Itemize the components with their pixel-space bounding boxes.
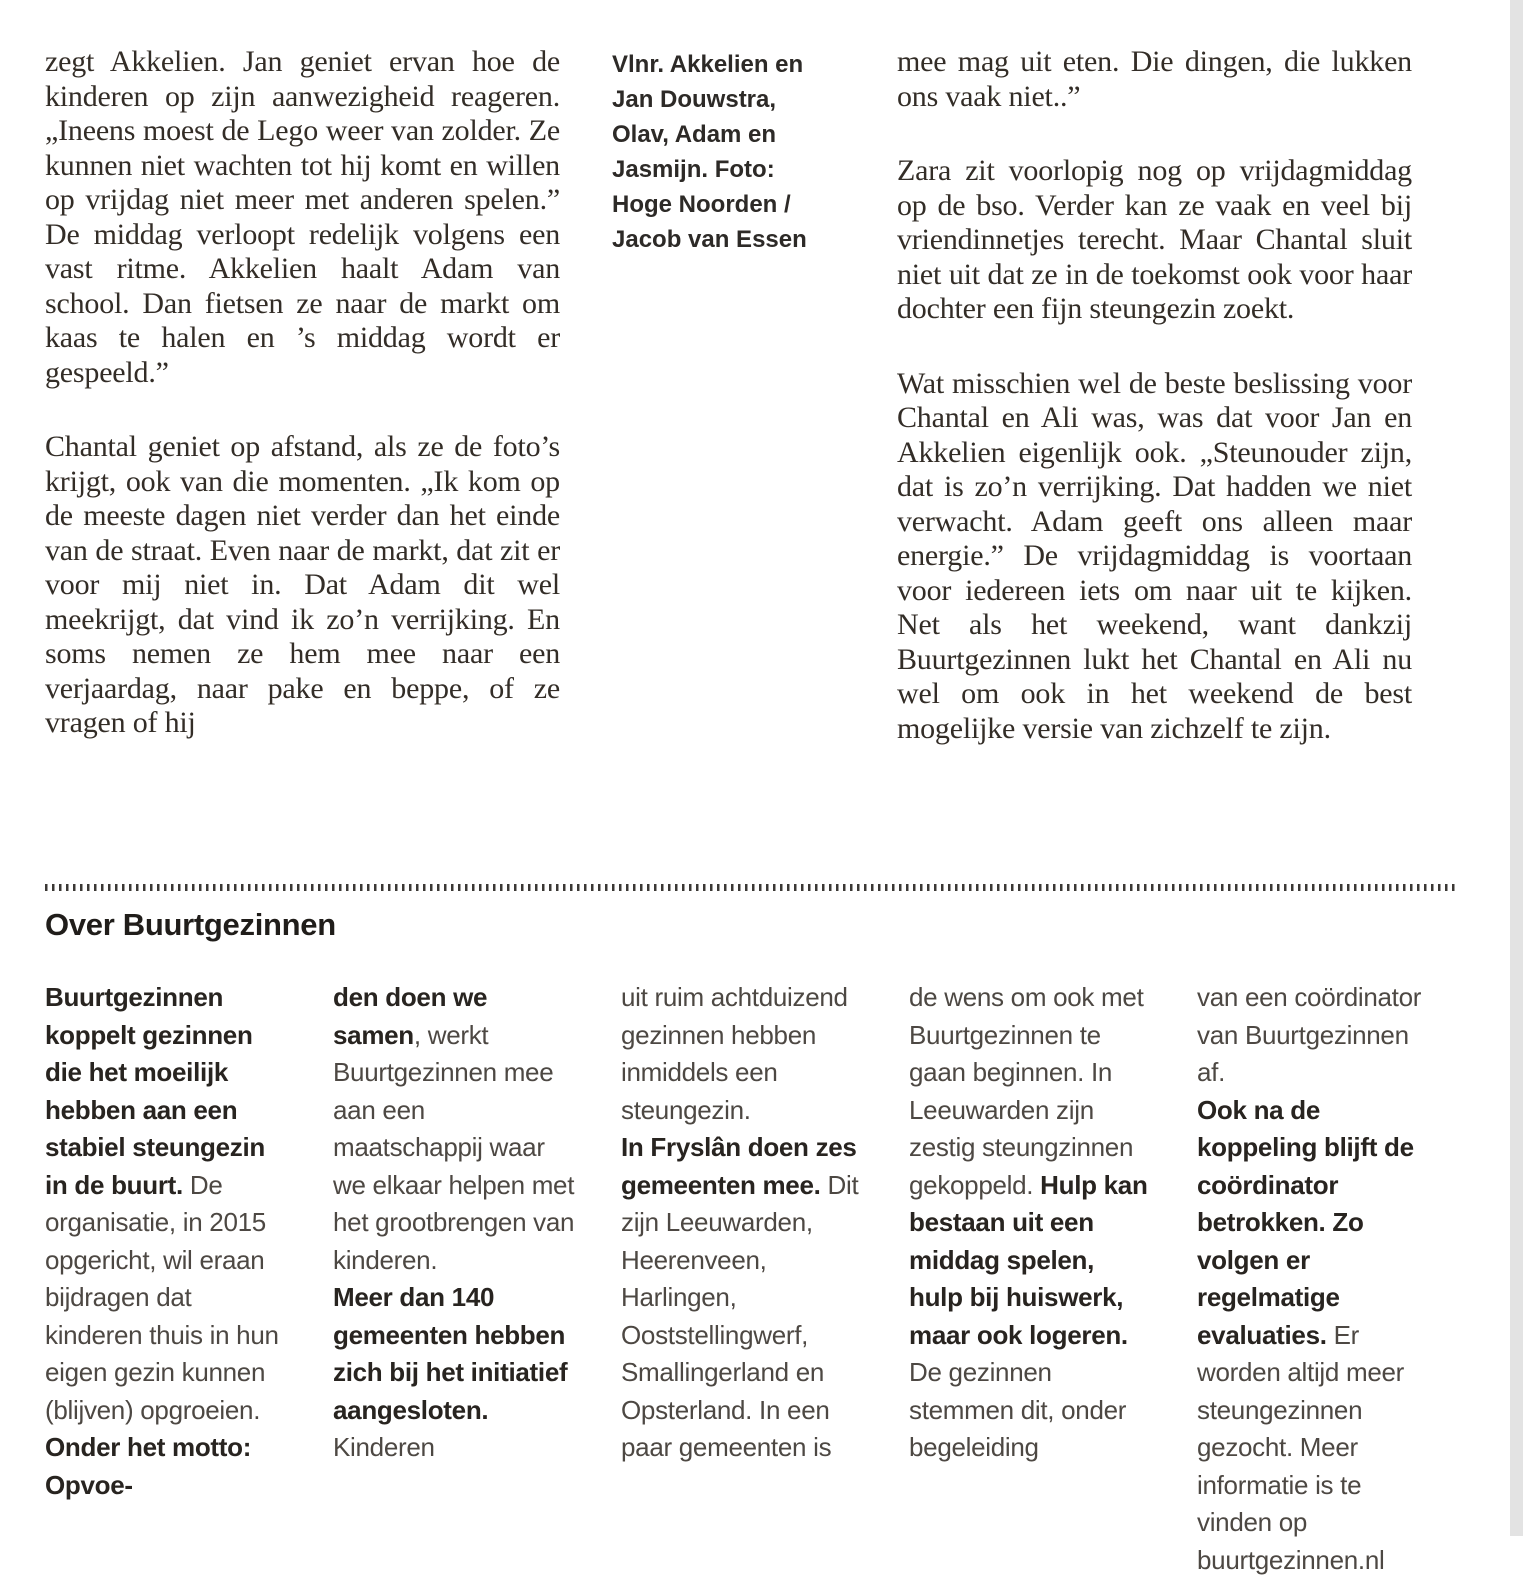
infobox-column-3	[621, 979, 863, 1579]
infobox-regular-text: Kinderen	[333, 1432, 435, 1462]
infobox-bold-text: Hulp kan bestaan uit een middag spelen, hulp bij huiswerk, maar ook logeren.	[909, 1170, 1148, 1350]
infobox-paragraph	[621, 979, 863, 1129]
infobox-regular-text: , werkt Buurtgezinnen mee aan een maatschappij waar we elkaar helpen met het grootbrengen van kinderen.	[333, 1020, 574, 1275]
infobox-column-5	[1197, 979, 1439, 1579]
infobox-heading: Over Buurtgezinnen	[45, 907, 1523, 943]
article-paragraph: mee mag uit eten. Die dingen, die lukken ons vaak niet..”	[897, 45, 1412, 114]
infobox-regular-text: Dit zijn Leeuwarden, Heerenveen, Harlingen, Ooststellingwerf, Smallingerland en Opsterland. In een paar gemeenten is	[621, 1170, 858, 1463]
infobox-regular-text: uit ruim achtduizend gezinnen hebben inmiddels een steungezin.	[621, 982, 848, 1125]
dotted-divider	[45, 884, 1455, 891]
infobox-regular-text: de wens om ook met Buurtgezinnen te gaan beginnen. In Leeuwarden zijn zestig steungzinnen gekoppeld.	[909, 982, 1144, 1200]
infobox-bold-text: Meer dan 140 gemeenten hebben zich bij het initiatief aangesloten.	[333, 1282, 567, 1425]
page-edge-strip	[1510, 0, 1523, 1536]
infobox-bold-text: In Fryslân doen zes gemeenten mee.	[621, 1132, 857, 1200]
infobox-regular-text: De organisatie, in 2015 opgericht, wil eraan bijdragen dat kinderen thuis in hun eigen gezin kunnen (blijven) opgroeien.	[45, 1170, 279, 1425]
article-column-right	[897, 45, 1412, 884]
infobox-paragraph	[333, 1279, 575, 1467]
article-paragraph: zegt Akkelien. Jan geniet ervan hoe de kinderen op zijn aanwezigheid reageren. „Ineens moest de Lego weer van zolder. Ze kunnen niet wachten tot hij komt en willen op vrijdag niet meer met anderen spelen.” De middag verloopt redelijk volgens een vast ritme. Akkelien haalt Adam van school. Dan fietsen ze naar de markt om kaas te halen en ’s middag wordt er gespeeld.”	[45, 45, 560, 390]
photo-caption-column	[612, 45, 834, 884]
infobox-column-1	[45, 979, 287, 1579]
infobox-regular-text: Er worden altijd meer steungezinnen gezocht. Meer informatie is te vinden op buurtgezinnen.nl	[1197, 1320, 1404, 1575]
article-column-left	[45, 45, 560, 884]
infobox-paragraph	[45, 979, 287, 1504]
infobox-paragraph	[1197, 1092, 1439, 1579]
infobox-paragraph	[1197, 979, 1439, 1092]
infobox-paragraph	[333, 979, 575, 1279]
infobox-paragraph	[621, 1129, 863, 1467]
article-paragraph: Wat misschien wel de beste beslissing voor Chantal en Ali was, was dat voor Jan en Akkelien eigenlijk ook. „Steunouder zijn, dat is zo’n verrijking. Dat hadden we niet verwacht. Adam geeft ons alleen maar energie.” De vrijdagmiddag is voortaan voor iedereen iets om naar uit te kijken. Net als het weekend, want dankzij Buurtgezinnen lukt het Chantal en Ali nu wel om ook in het weekend de best mogelijke versie van zichzelf te zijn.	[897, 367, 1412, 747]
infobox-bold-text: den doen we samen	[333, 982, 487, 1050]
photo-caption: Vlnr. Akkelien en Jan Douwstra, Olav, Adam en Jasmijn. Foto: Hoge Noorden / Jacob van Essen	[612, 47, 834, 257]
article-paragraph: Zara zit voorlopig nog op vrijdagmiddag op de bso. Verder kan ze vaak en veel bij vriendinnetjes terecht. Maar Chantal sluit niet uit dat ze in de toekomst ook voor haar dochter een fijn steungezin zoekt.	[897, 154, 1412, 327]
infobox-regular-text: van een coördinator van Buurtgezinnen af.	[1197, 982, 1421, 1087]
infobox-column-2	[333, 979, 575, 1579]
infobox-column-4	[909, 979, 1151, 1579]
infobox-columns	[45, 979, 1478, 1579]
infobox-regular-text: De gezinnen stemmen dit, onder begeleiding	[909, 1357, 1126, 1462]
infobox-bold-text: Onder het motto: Opvoe-	[45, 1432, 251, 1500]
article-paragraph: Chantal geniet op afstand, als ze de foto’s krijgt, ook van die momenten. „Ik kom op de meeste dagen niet verder dan het einde van de straat. Even naar de markt, dat zit er voor mij niet in. Dat Adam dit wel meekrijgt, dat vind ik zo’n verrijking. En soms nemen ze hem mee naar een verjaardag, naar pake en beppe, of ze vragen of hij	[45, 430, 560, 741]
infobox-bold-text: Ook na de koppeling blijft de coördinator betrokken. Zo volgen er regelmatige evaluaties.	[1197, 1095, 1414, 1350]
infobox-bold-text: Buurtgezinnen koppelt gezinnen die het moeilijk hebben aan een stabiel steungezin in de buurt.	[45, 982, 265, 1200]
infobox-paragraph	[909, 979, 1151, 1467]
